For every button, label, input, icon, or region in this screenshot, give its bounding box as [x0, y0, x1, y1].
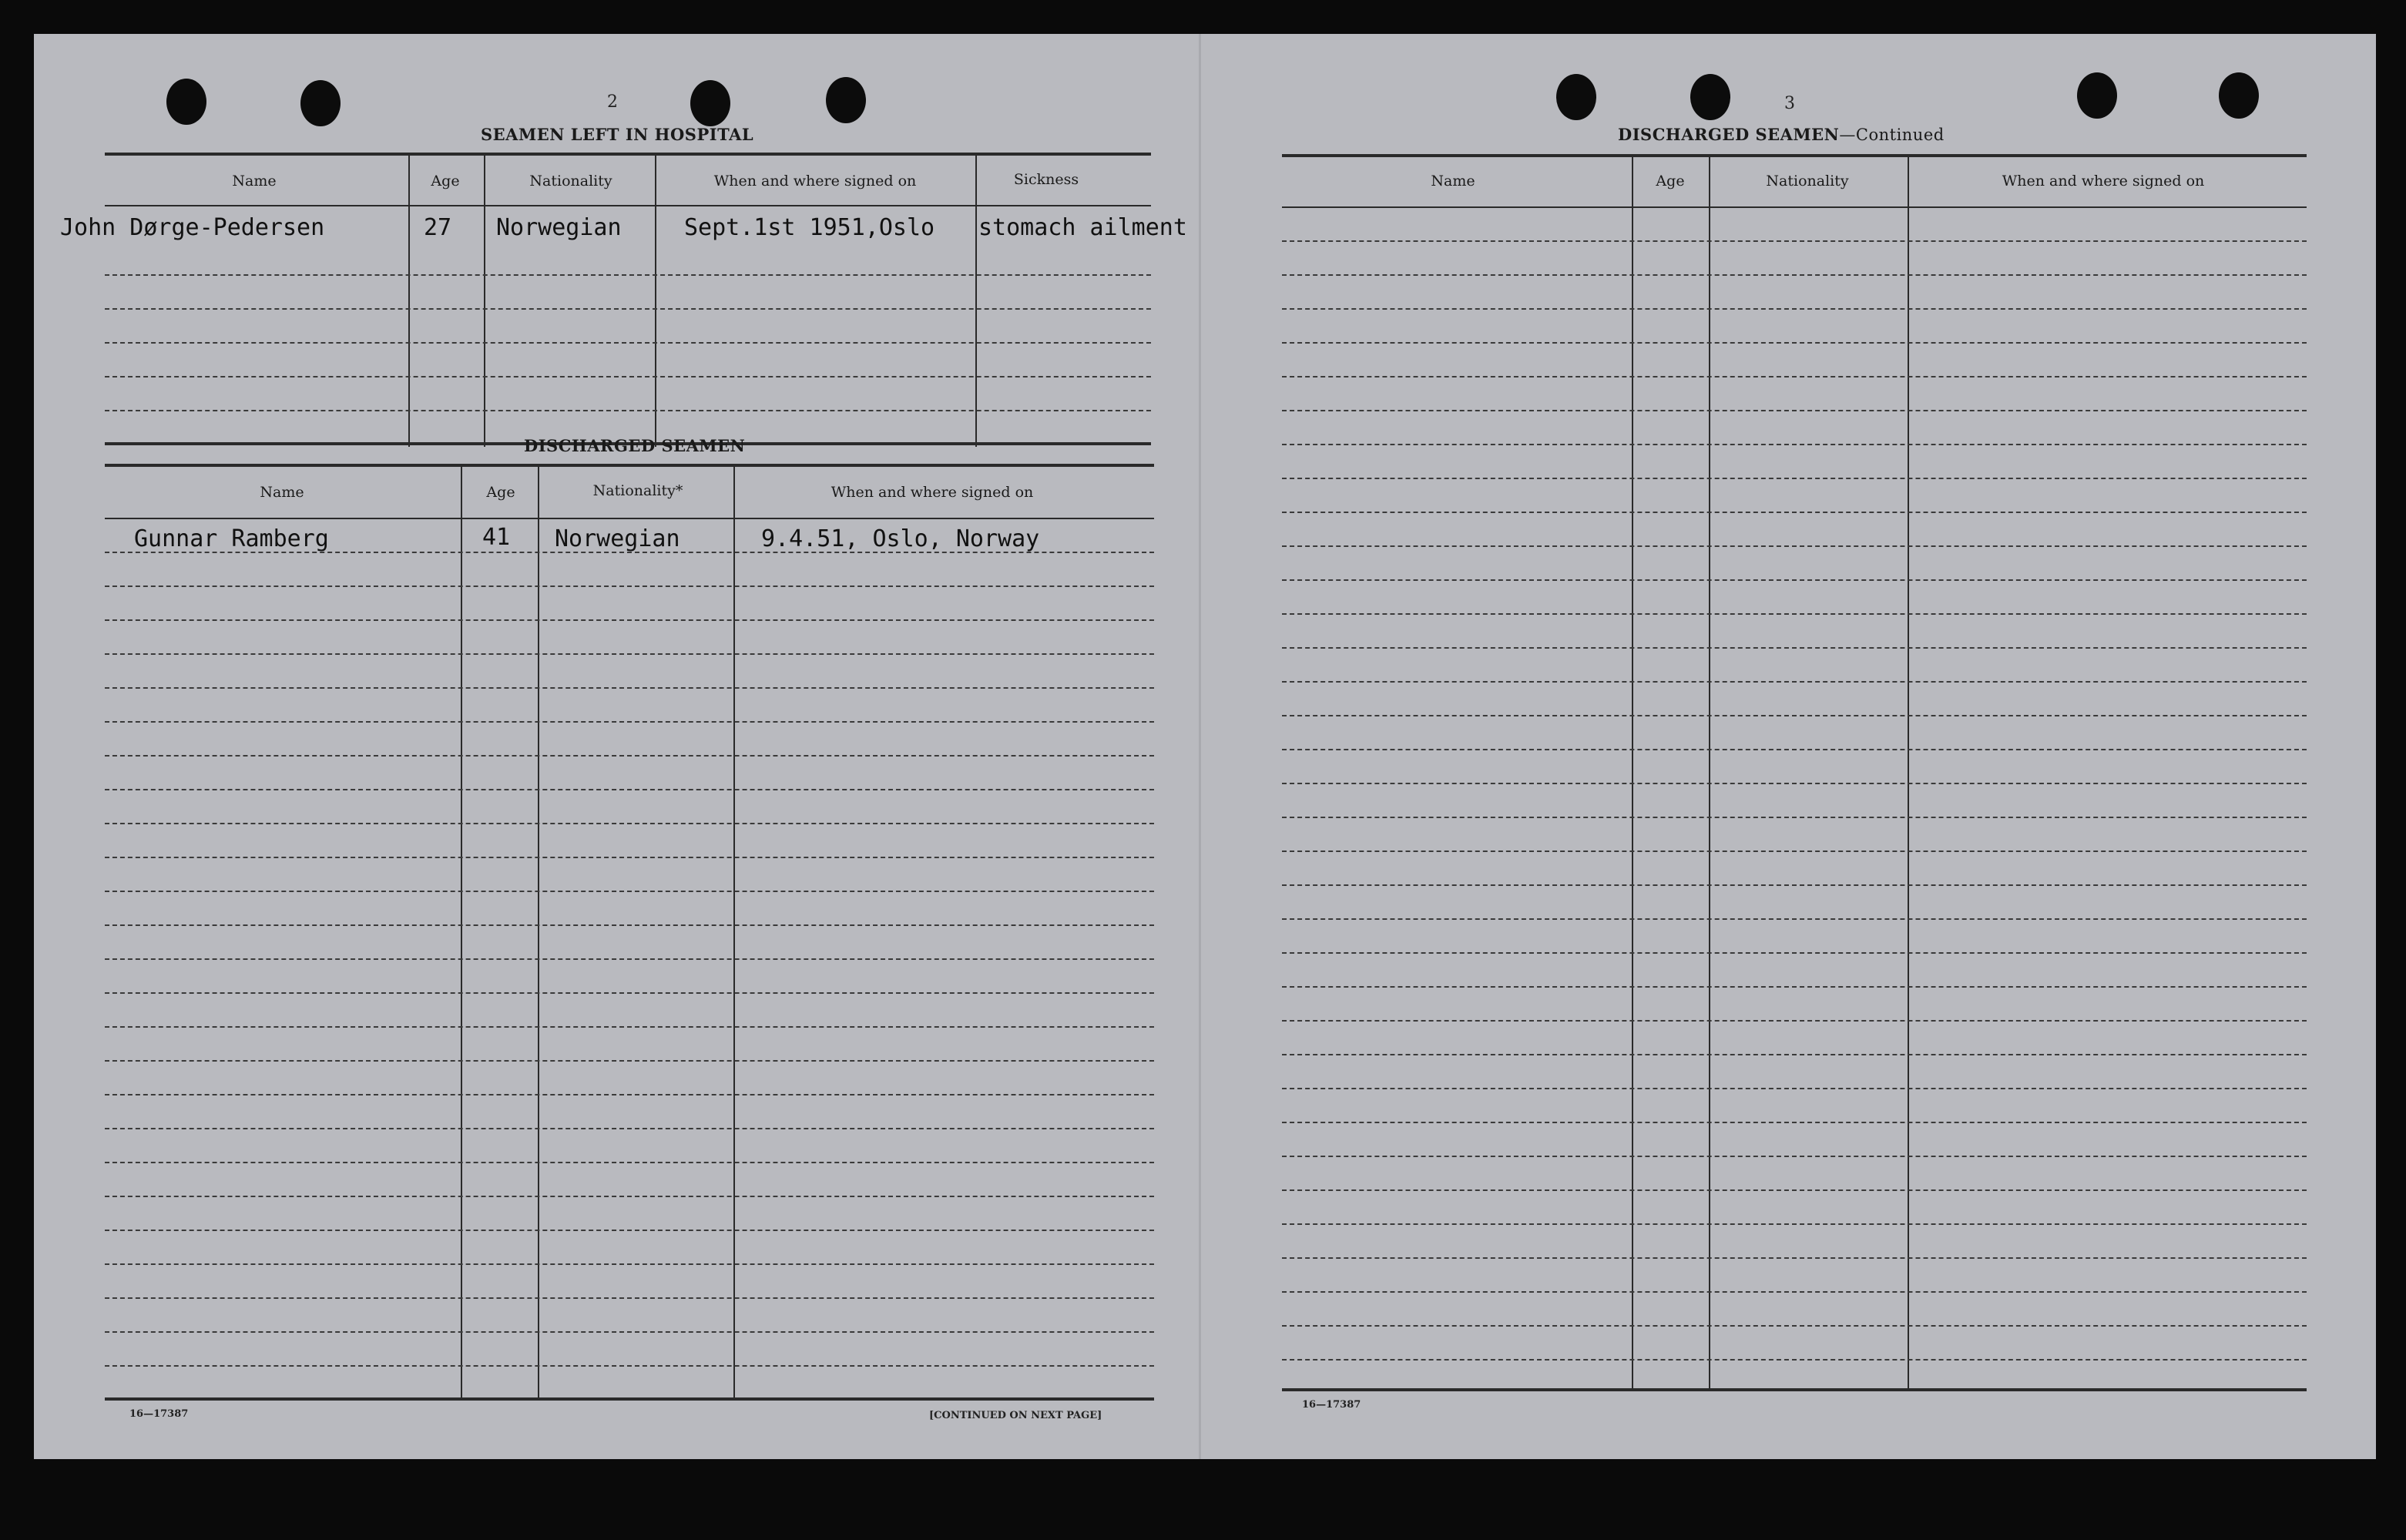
row-line	[1282, 715, 2307, 716]
row-line	[105, 891, 1154, 892]
row-line	[1282, 613, 2307, 615]
continued-note: [CONTINUED ON NEXT PAGE]	[929, 1410, 1102, 1421]
row-line	[1282, 545, 2307, 547]
header-name: Name	[260, 484, 304, 501]
form-number: 16—17387	[1302, 1399, 1361, 1411]
row-line	[105, 410, 1151, 411]
row-line	[1282, 1325, 2307, 1327]
header-name: Name	[1431, 173, 1475, 190]
column-divider	[733, 467, 735, 1401]
column-divider	[408, 156, 410, 447]
row-line	[1282, 1189, 2307, 1191]
row-line	[1282, 512, 2307, 513]
row-line	[1282, 783, 2307, 784]
header-nationality: Nationality	[529, 173, 612, 190]
row-line	[1282, 1223, 2307, 1225]
header-signed-on: When and where signed on	[831, 484, 1034, 501]
row-line	[105, 1196, 1154, 1197]
row-line	[105, 1230, 1154, 1231]
discharged-continued-title	[1618, 125, 1945, 144]
rule	[1282, 154, 2307, 157]
row-line	[1282, 1088, 2307, 1089]
rule	[1282, 1388, 2307, 1391]
discharged-nationality: Norwegian	[555, 525, 680, 552]
header-rule	[105, 518, 1154, 519]
row-line	[105, 274, 1151, 276]
row-line	[105, 653, 1154, 655]
hospital-title: SEAMEN LEFT IN HOSPITAL	[481, 125, 754, 144]
row-line	[1282, 749, 2307, 750]
row-line	[105, 958, 1154, 960]
row-line	[1282, 1359, 2307, 1361]
row-line	[105, 789, 1154, 790]
hospital-age: 27	[424, 214, 452, 241]
header-rule	[1282, 206, 2307, 208]
row-line	[105, 924, 1154, 926]
header-sickness: Sickness	[1013, 171, 1079, 188]
row-line	[1282, 647, 2307, 649]
row-line	[1282, 817, 2307, 818]
row-line	[1282, 274, 2307, 276]
title-suffix: —Continued	[1839, 126, 1945, 144]
punch-hole	[2077, 72, 2117, 119]
header-nationality: Nationality	[1766, 173, 1849, 190]
hospital-signed-on: Sept.1st 1951,Oslo	[684, 214, 935, 241]
row-line	[1282, 1156, 2307, 1157]
row-line	[1282, 1257, 2307, 1259]
row-line	[1282, 478, 2307, 479]
row-line	[1282, 376, 2307, 377]
row-line	[1282, 308, 2307, 310]
discharged-title: DISCHARGED SEAMEN	[524, 436, 746, 455]
page-number: 2	[607, 92, 618, 112]
rule	[105, 464, 1154, 467]
row-line	[1282, 342, 2307, 344]
column-divider	[538, 467, 539, 1401]
row-line	[1282, 1020, 2307, 1022]
row-line	[1282, 986, 2307, 988]
header-signed-on: When and where signed on	[2002, 173, 2205, 190]
header-age: Age	[1656, 173, 1685, 190]
page-number: 3	[1784, 94, 1795, 113]
row-line	[105, 823, 1154, 824]
row-line	[105, 619, 1154, 621]
punch-hole	[300, 80, 341, 126]
discharged-signed-on: 9.4.51, Oslo, Norway	[761, 525, 1040, 552]
punch-hole	[690, 80, 730, 126]
row-line	[105, 721, 1154, 723]
discharged-name: Gunnar Ramberg	[134, 525, 329, 552]
row-line	[105, 1297, 1154, 1299]
row-line	[105, 687, 1154, 689]
row-line	[105, 1162, 1154, 1163]
row-line	[1282, 918, 2307, 920]
row-line	[105, 755, 1154, 757]
punch-hole	[1690, 74, 1730, 120]
row-line	[105, 342, 1151, 344]
row-line	[105, 376, 1151, 377]
row-line	[105, 1128, 1154, 1129]
row-line	[1282, 410, 2307, 411]
row-line	[1282, 1291, 2307, 1293]
rule	[105, 1397, 1154, 1401]
row-line	[105, 857, 1154, 858]
row-line	[1282, 681, 2307, 683]
punch-hole	[826, 77, 866, 123]
row-line	[105, 1026, 1154, 1028]
header-age: Age	[431, 173, 460, 190]
hospital-name: John Dørge-Pedersen	[60, 214, 325, 241]
punch-hole	[1556, 74, 1596, 120]
hospital-nationality: Norwegian	[496, 214, 622, 241]
rule	[105, 153, 1151, 156]
column-divider	[655, 156, 656, 447]
row-line	[105, 1263, 1154, 1265]
row-line	[1282, 444, 2307, 445]
column-divider	[975, 156, 977, 447]
row-line	[105, 585, 1154, 587]
form-number: 16—17387	[129, 1408, 189, 1420]
row-line	[1282, 240, 2307, 242]
document-sheet	[34, 34, 2376, 1459]
row-line	[1282, 1054, 2307, 1055]
row-line	[1282, 884, 2307, 886]
row-line	[1282, 1122, 2307, 1123]
row-line	[105, 1331, 1154, 1333]
row-line	[1282, 952, 2307, 954]
row-line	[1282, 579, 2307, 581]
header-age: Age	[486, 484, 515, 501]
row-line	[105, 1094, 1154, 1095]
row-line	[105, 992, 1154, 994]
row-line	[1282, 851, 2307, 852]
row-line	[105, 1060, 1154, 1062]
row-line	[105, 1365, 1154, 1367]
page-fold	[1199, 34, 1201, 1459]
column-divider	[484, 156, 485, 447]
punch-hole	[166, 79, 206, 125]
header-rule	[105, 205, 1151, 206]
row-line	[105, 308, 1151, 310]
title-main: DISCHARGED SEAMEN	[1618, 125, 1840, 144]
header-nationality: Nationality*	[592, 482, 683, 499]
punch-hole	[2219, 72, 2259, 119]
header-signed-on: When and where signed on	[713, 173, 917, 190]
hospital-sickness: stomach ailment	[978, 214, 1187, 241]
column-divider	[461, 467, 462, 1401]
discharged-age: 41	[482, 524, 511, 551]
header-name: Name	[232, 173, 277, 190]
